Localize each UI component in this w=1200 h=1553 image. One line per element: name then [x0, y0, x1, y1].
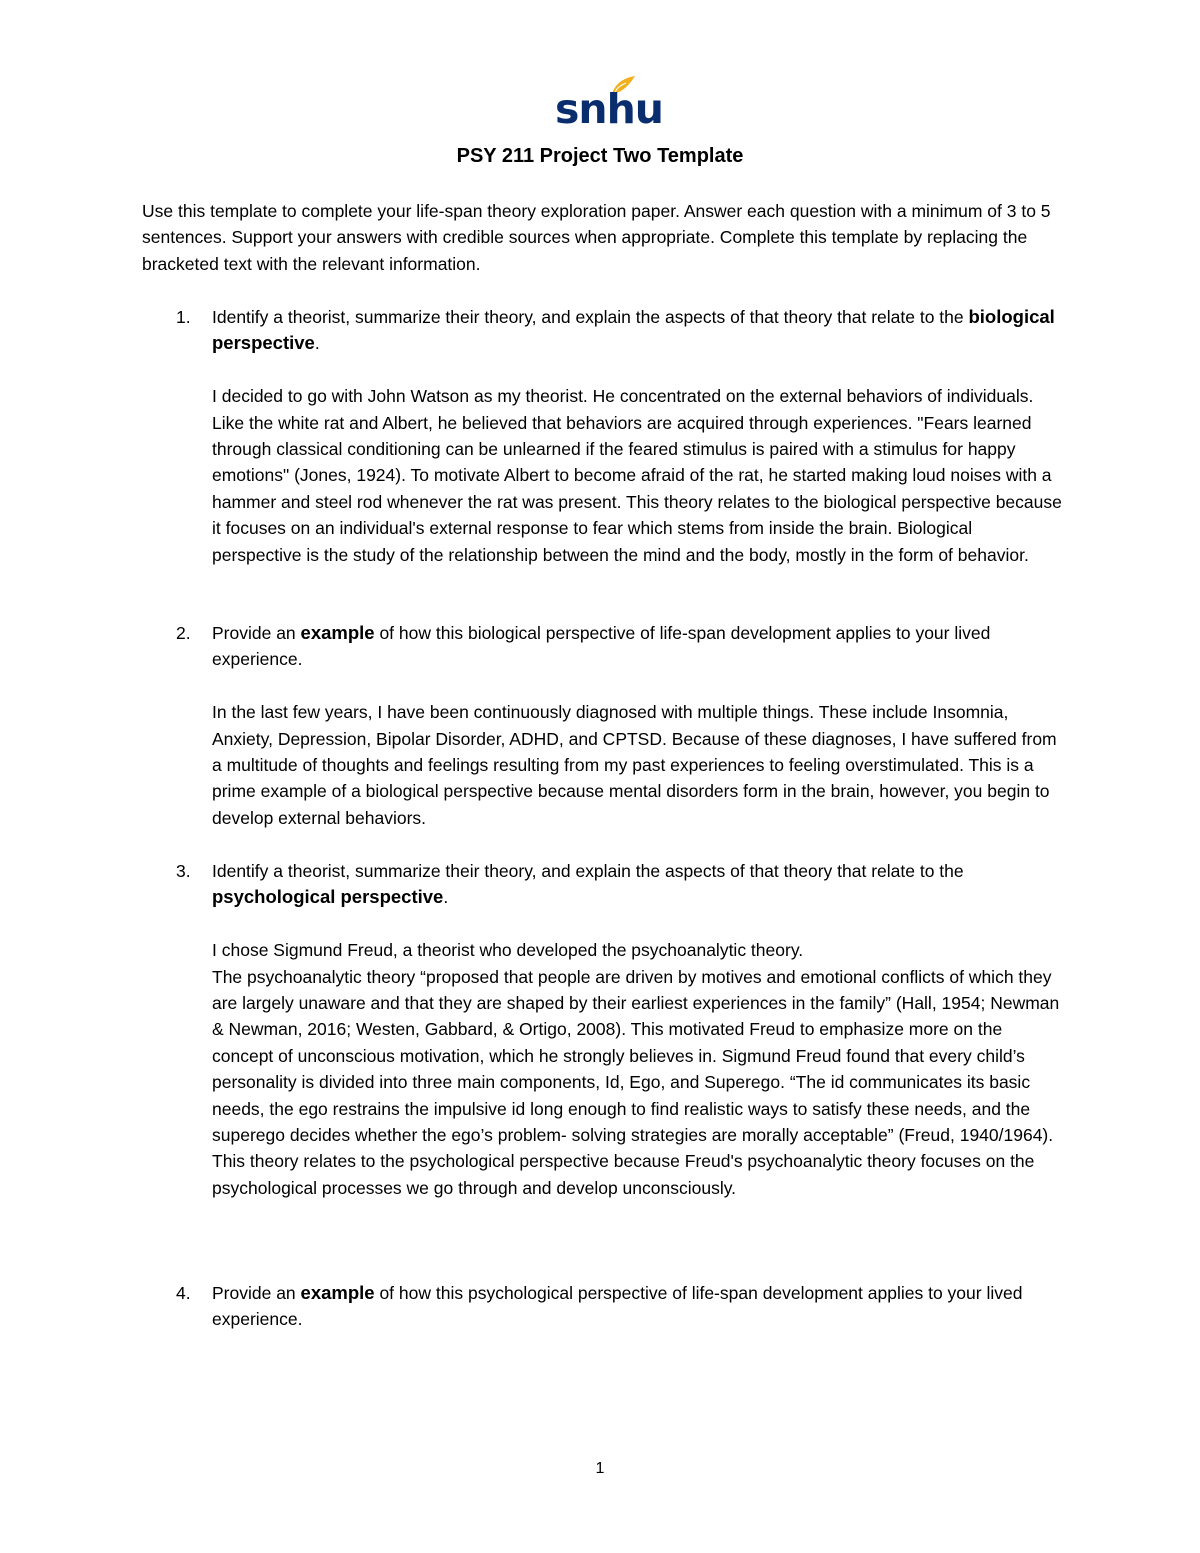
- answer-paragraph: I chose Sigmund Freud, a theorist who developed the psychoanalytic theory.: [212, 940, 804, 961]
- prompt-text: Provide an: [212, 1283, 301, 1303]
- question-item-2: [142, 620, 1062, 831]
- question-number: 1.: [176, 307, 191, 327]
- question-number: 3.: [176, 861, 191, 881]
- instructions-paragraph: Use this template to complete your life-span theory exploration paper. Answer each question with a minimum of 3 to 5 sentences. Support your answers with credible sources when appropriate. Complete this template by replacing the bracketed text with the relevant information.: [142, 201, 1051, 274]
- answer-paragraph: In the last few years, I have been continuously diagnosed with multiple things. These include Insomnia, Anxiety, Depression, Bipolar Disorder, ADHD, and CPTSD. Because of these diagnoses, I have suffered from a multitude of thoughts and feelings resulting from my past experiences to feeling overstimulated. This is a prime example of a biological perspective because mental disorders form in the brain, however, you begin to develop external behaviors.: [212, 702, 1057, 828]
- question-item-4: [142, 1280, 1062, 1333]
- prompt-emphasis: biological perspective: [212, 306, 1055, 354]
- question-item-1: [142, 304, 1062, 568]
- prompt-emphasis: example: [300, 1282, 375, 1303]
- prompt-text: Provide an: [212, 623, 301, 643]
- answer-paragraph: The psychoanalytic theory “proposed that people are driven by motives and emotional conflicts of which they are largely unaware and that they are shaped by their earliest experiences in the family” (Hall, 1954; Newman & Newman, 2016; Westen, Gabbard, & Ortigo, 2008). This motivated Freud to emphasize more on the concept of unconscious motivation, which he strongly believes in. Sigmund Freud found that every child’s personality is divided into three main components, Id, Ego, and Superego. “The id communicates its basic needs, the ego restrains the impulsive id long enough to find realistic ways to satisfy these needs, and the superego decides whether the ego’s problem- solving strategies are morally acceptable” (Freud, 1940/1964). This theory relates to the psychological perspective because Freud's psychoanalytic theory focuses on the psychological processes we go through and develop unconsciously.: [212, 966, 1060, 1198]
- question-prompt: [212, 304, 1062, 357]
- prompt-text: Identify a theorist, summarize their theory, and explain the aspects of that theory that relate to the: [212, 307, 969, 327]
- question-prompt: [212, 620, 1062, 673]
- prompt-emphasis: psychological perspective: [212, 886, 444, 908]
- prompt-text: Identify a theorist, summarize their theory, and explain the aspects of that theory that relate to the: [212, 861, 964, 881]
- snhu-logo: [555, 72, 663, 133]
- page-number: 1: [595, 1460, 605, 1477]
- logo-text: snhu: [555, 85, 663, 133]
- question-item-3: [142, 858, 1062, 1201]
- question-number: 2.: [176, 623, 191, 643]
- prompt-text-end: of how this biological perspective of life-span development applies to your lived experience.: [212, 623, 991, 670]
- prompt-text-end: .: [443, 887, 449, 908]
- prompt-emphasis: example: [300, 622, 375, 643]
- question-prompt: [212, 858, 1062, 911]
- prompt-text-end: of how this psychological perspective of life-span development applies to your lived experience.: [212, 1283, 1023, 1330]
- question-prompt: [212, 1280, 1062, 1333]
- question-number: 4.: [176, 1283, 191, 1303]
- page-title: PSY 211 Project Two Template: [456, 145, 744, 167]
- answer-paragraph: I decided to go with John Watson as my theorist. He concentrated on the external behaviors of individuals. Like the white rat and Albert, he believed that behaviors are acquired through experiences. "Fears learned through classical conditioning can be unlearned if the feared stimulus is paired with a stimulus for happy emotions" (Jones, 1924). To motivate Albert to become afraid of the rat, he started making loud noises with a hammer and steel rod whenever the rat was present. This theory relates to the biological perspective because it focuses on an individual's external response to fear which stems from inside the brain. Biological perspective is the study of the relationship between the mind and the body, mostly in the form of behavior.: [212, 386, 1062, 565]
- prompt-text-end: .: [314, 333, 320, 354]
